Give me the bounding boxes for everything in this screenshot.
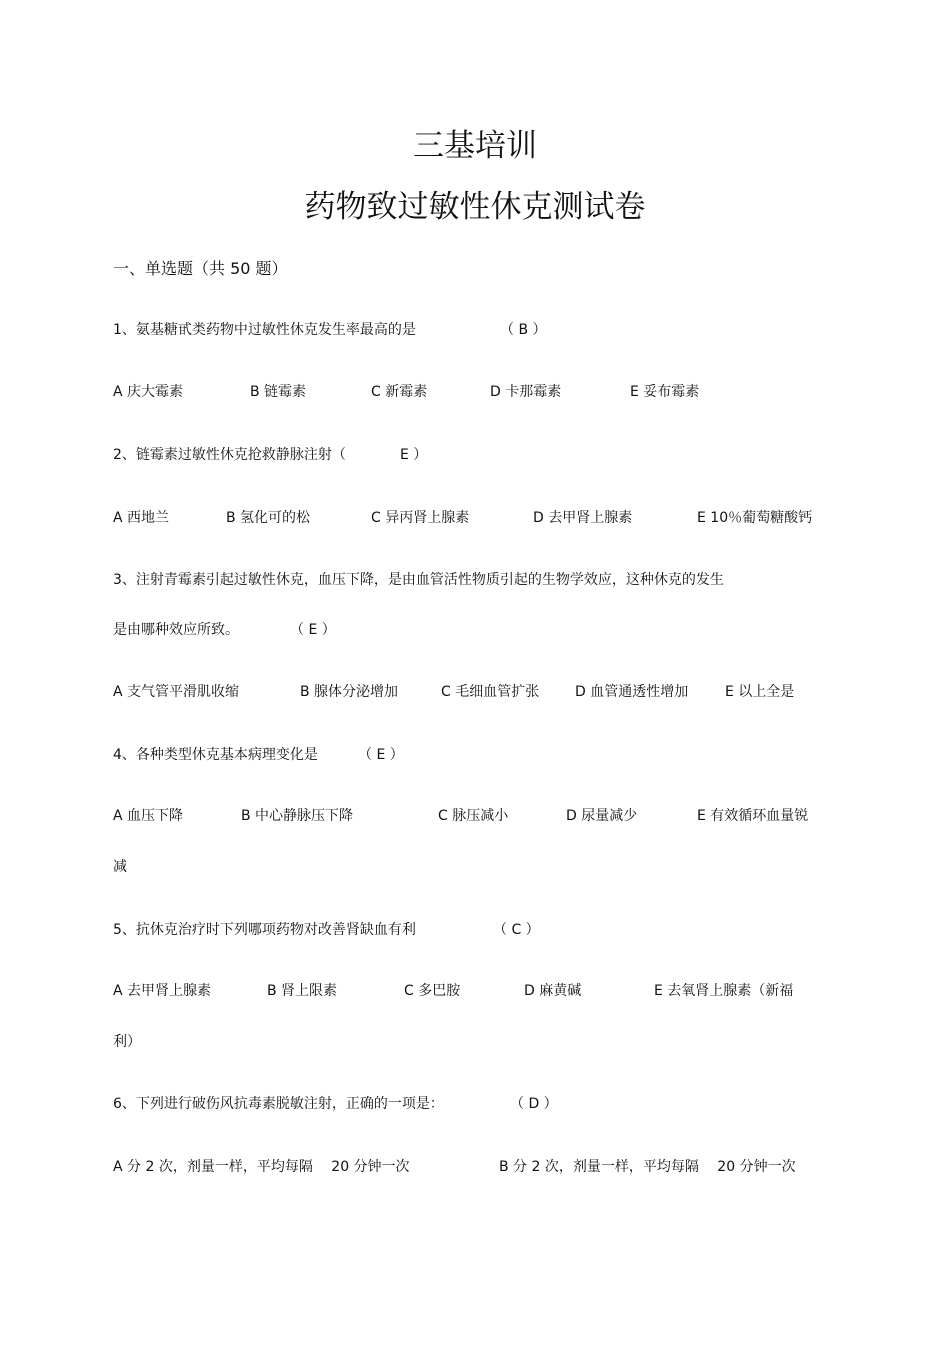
question-5-answer: （ C ） [493, 922, 540, 938]
option-d: D 卡那霉素 [490, 384, 562, 400]
question-2: 2、链霉素过敏性休克抢救静脉注射（ [113, 447, 346, 463]
option-a: A 血压下降 [113, 808, 184, 824]
question-1-answer: （ B ） [500, 322, 547, 338]
option-c: C 异丙肾上腺素 [371, 510, 470, 526]
option-d: D 血管通透性增加 [575, 684, 689, 700]
option-e: E 有效循环血量锐 [697, 808, 809, 824]
option-b: B 分 2 次，剂量一样，平均每隔 20 分钟一次 [499, 1159, 796, 1175]
question-6-answer: （ D ） [510, 1096, 558, 1112]
option-a: A 去甲肾上腺素 [113, 983, 212, 999]
title-main: 三基培训 [413, 128, 537, 164]
question-2-answer: E ） [400, 447, 428, 463]
option-a: A 支气管平滑肌收缩 [113, 684, 240, 700]
question-4-options [0, 806, 950, 826]
option-c: C 脉压减小 [438, 808, 509, 824]
question-4: 4、各种类型休克基本病理变化是 [113, 747, 318, 763]
title-sub: 药物致过敏性休克测试卷 [304, 189, 646, 225]
option-a: A 庆大霉素 [113, 384, 184, 400]
option-b: B 腺体分泌增加 [300, 684, 399, 700]
option-b: B 肾上限素 [267, 983, 338, 999]
question-6: 6、下列进行破伤风抗毒素脱敏注射，正确的一项是： [113, 1096, 444, 1112]
option-c: C 毛细血管扩张 [441, 684, 540, 700]
option-a: A 分 2 次，剂量一样，平均每隔 20 分钟一次 [113, 1159, 410, 1175]
question-3-options [0, 682, 950, 702]
question-5-wrap: 利） [113, 1034, 141, 1050]
option-b: B 链霉素 [250, 384, 307, 400]
option-e: E 10％葡萄糖酸钙 [697, 510, 813, 526]
option-c: C 多巴胺 [404, 983, 461, 999]
option-d: D 尿量减少 [566, 808, 638, 824]
question-1: 1、氨基糖甙类药物中过敏性休克发生率最高的是 [113, 322, 416, 338]
question-4-answer: （ E ） [358, 747, 404, 763]
question-5-options [0, 981, 950, 1001]
option-b: B 氢化可的松 [226, 510, 311, 526]
question-5: 5、抗休克治疗时下列哪项药物对改善肾缺血有利 [113, 922, 416, 938]
question-2-options [0, 508, 950, 528]
question-3-answer: （ E ） [290, 622, 336, 638]
option-e: E 以上全是 [725, 684, 795, 700]
option-c: C 新霉素 [371, 384, 428, 400]
option-a: A 西地兰 [113, 510, 170, 526]
option-e: E 妥布霉素 [630, 384, 700, 400]
question-1-options [0, 382, 950, 402]
question-3: 3、注射青霉素引起过敏性休克，血压下降，是由血管活性物质引起的生物学效应，这种休克的发生 [113, 572, 724, 588]
option-d: D 去甲肾上腺素 [533, 510, 633, 526]
option-d: D 麻黄碱 [524, 983, 582, 999]
section-heading: 一、单选题（共 50 题） [113, 259, 288, 278]
question-3-continued: 是由哪种效应所致。 [113, 622, 239, 638]
option-b: B 中心静脉压下降 [241, 808, 354, 824]
question-6-options [0, 1157, 950, 1177]
option-e: E 去氧肾上腺素（新福 [654, 983, 794, 999]
question-4-wrap: 减 [113, 859, 127, 875]
